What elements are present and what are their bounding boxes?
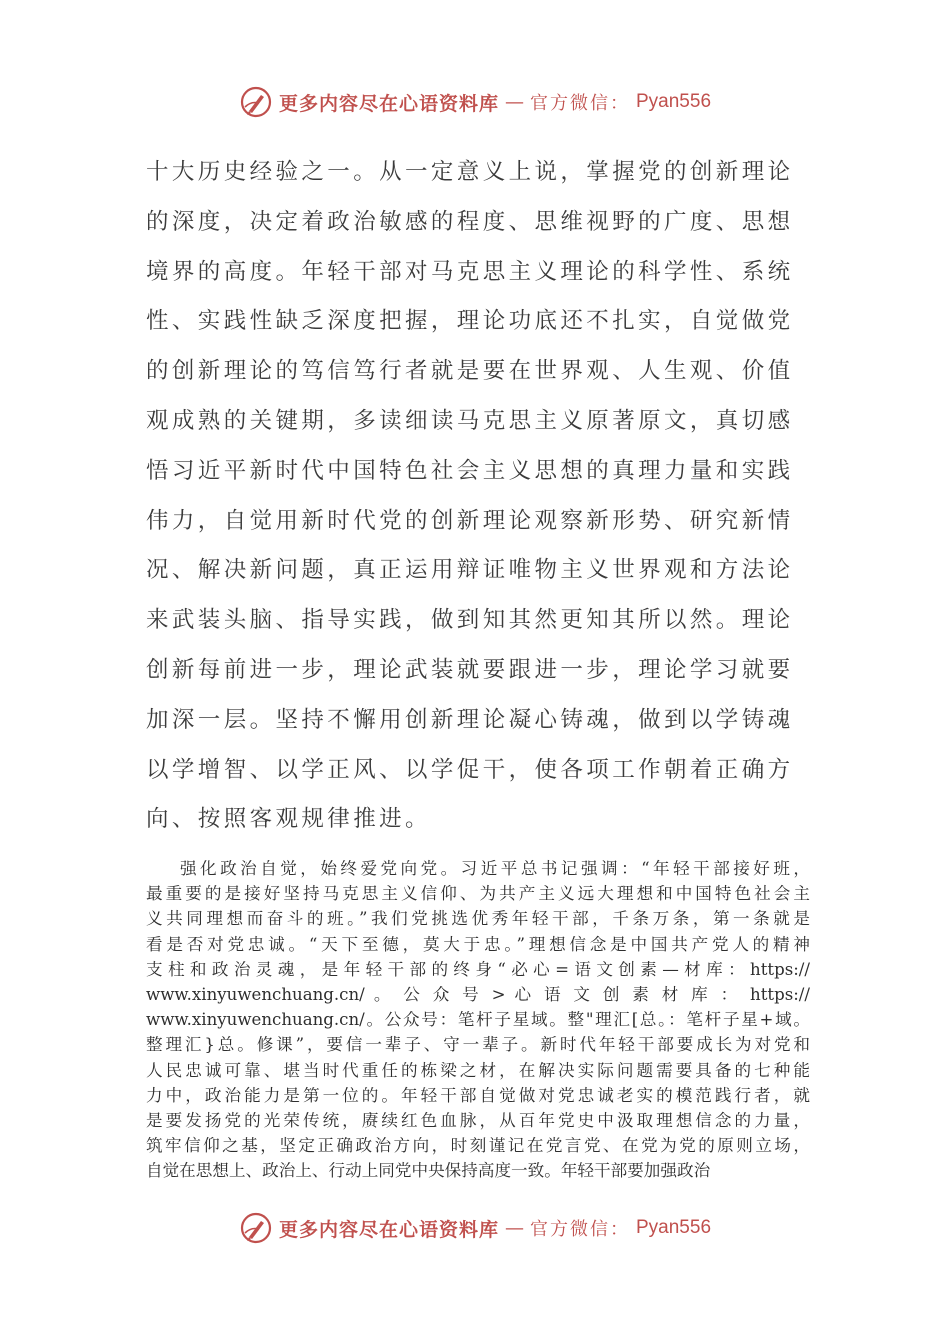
text-line: 境界的高度。年轻干部对马克思主义理论的科学性、系统 xyxy=(146,258,794,285)
text-line: 自觉在思想上、政治上、行动上同党中央保持高度一致。年轻干部要加强政治 xyxy=(146,1161,711,1181)
text-line: 悟习近平新时代中国特色社会主义思想的真理力量和实践 xyxy=(146,457,794,484)
text-line: 整理汇}总。修课”，要信一辈子、守一辈子。新时代年轻干部要成长为对党和 xyxy=(146,1035,810,1055)
text-line: 人民忠诚可靠、堪当时代重任的栋梁之材，在解决实际问题需要具备的七种能 xyxy=(146,1060,810,1080)
text-line: 创新每前进一步，理论武装就要跟进一步，理论学习就要 xyxy=(146,656,794,683)
text-line: 以学增智、以学正风、以学促干，使各项工作朝着正确方 xyxy=(146,756,794,783)
header-wechat-label: 官方微信： xyxy=(530,93,630,114)
text-line: 十大历史经验之一。从一定意义上说，掌握党的创新理论 xyxy=(146,159,794,185)
text-line: 加深一层。坚持不懈用创新理论凝心铸魂，做到以学铸魂 xyxy=(146,706,794,733)
text-line: 况、解决新问题，真正运用辩证唯物主义世界观和方法论 xyxy=(146,557,794,584)
text-line: 来武装头脑、指导实践，做到知其然更知其所以然。理论 xyxy=(146,607,794,634)
text-line: 最重要的是接好坚持马克思主义信仰、为共产主义远大理想和中国特色社会主 xyxy=(146,884,810,904)
text-line: 力中，政治能力是第一位的。年轻干部自觉做对党忠诚老实的模范践行者，就 xyxy=(146,1085,810,1105)
pen-logo-icon xyxy=(239,1211,273,1245)
text-line: 筑牢信仰之基，坚定正确政治方向，时刻谨记在党言党、在党为党的原则立场， xyxy=(146,1136,810,1156)
text-line: 观成熟的关键期，多读细读马克思主义原著原文，真切感 xyxy=(146,407,794,434)
text-line: 看是否对党忠诚。“天下至德，莫大于忠。”理想信念是中国共产党人的精神 xyxy=(146,934,810,954)
footer-wechat-label: 官方微信： xyxy=(530,1219,630,1240)
text-line: 强化政治自觉，始终爱党向党。习近平总书记强调：“年轻干部接好班， xyxy=(180,859,810,878)
text-line: 性、实践性缺乏深度把握，理论功底还不扎实，自觉做党 xyxy=(146,308,794,335)
page-header-banner xyxy=(0,82,950,122)
footer-dash: — xyxy=(505,1217,524,1239)
header-wechat-id: Pyan556 xyxy=(636,91,712,112)
text-line: 义共同理想而奋斗的班。”我们党挑选优秀年轻干部，千条万条，第一条就是 xyxy=(146,909,810,929)
header-dash: — xyxy=(505,91,524,113)
text-line: 伟力，自觉用新时代党的创新理论观察新形势、研究新情 xyxy=(146,507,794,534)
text-line: 是要发扬党的光荣传统，赓续红色血脉，从百年党史中汲取理想信念的力量， xyxy=(146,1110,810,1130)
footer-site-name: 更多内容尽在心语资料库 xyxy=(278,1218,499,1241)
text-line: 的创新理论的笃信笃行者就是要在世界观、人生观、价值 xyxy=(146,358,794,385)
text-line: 向、按照客观规律推进。 xyxy=(146,806,431,833)
header-site-name: 更多内容尽在心语资料库 xyxy=(278,92,499,115)
pen-logo-icon xyxy=(239,85,273,119)
page-footer-banner xyxy=(0,1208,950,1248)
text-line: www.xinyuwenchuang.cn/ 。 公 众 号 > 心 语 文 创 素 材 库 ： https:// xyxy=(146,984,810,1004)
text-line: 支柱和政治灵魂，是年轻干部的终身“必心=语文创素—材库：https:// xyxy=(146,959,810,979)
body-paragraph-small xyxy=(146,856,810,1183)
footer-wechat-id: Pyan556 xyxy=(636,1217,712,1238)
text-line: 的深度，决定着政治敏感的程度、思维视野的广度、思想 xyxy=(146,208,794,235)
body-paragraph-large xyxy=(146,148,806,845)
text-line: www.xinyuwenchuang.cn/。公众号：笔杆子星域。整"理汇[总。：笔杆子星+域。 xyxy=(146,1010,810,1030)
